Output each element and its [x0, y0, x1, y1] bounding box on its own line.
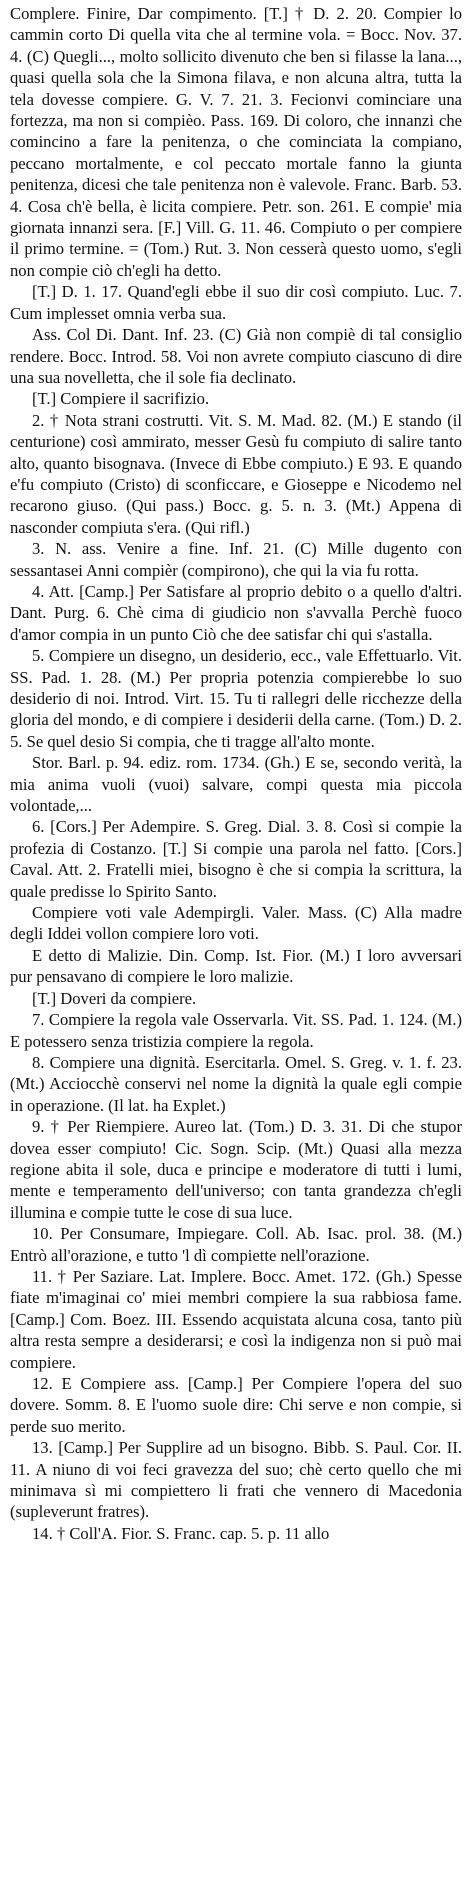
- sense-3-paragraph: 3. N. ass. Venire a fine. Inf. 21. (C) Mille dugento con sessantasei Anni compièr (compirono), che qui la via fu rotta.: [10, 539, 462, 580]
- sense-11-paragraph: 11. † Per Saziare. Lat. Implere. Bocc. Amet. 172. (Gh.) Spesse fiate m'imaginai co' miei membri compiere la sua rabbiosa fame. [Camp.] Com. Boez. III. Essendo acquistata alcuna cosa, tanto più altra resta sempre a desiderarsi; e così la indigenza non si può mai compiere.: [10, 1266, 462, 1372]
- entry-paragraph: Compiere voti vale Adempirgli. Valer. Mass. (C) Alla madre degli Iddei vollon compiere loro voti.: [10, 903, 462, 944]
- sense-10-paragraph: 10. Per Consumare, Impiegare. Coll. Ab. Isac. prol. 38. (M.) Entrò all'orazione, e tutto 'l dì compiette nell'orazione.: [10, 1224, 462, 1265]
- sense-5-paragraph: 5. Compiere un disegno, un desiderio, ecc., vale Effettuarlo. Vit. SS. Pad. 1. 28. (M.) Per propria potenzia compierebbe lo suo desiderio di noi. Introd. Virt. 15. Tu ti rallegri delle ricchezze della gloria del mondo, e di compiere i desiderii della carne. (Tom.) D. 2. 5. Se quel desio Si compia, che ti tragge all'alto monte.: [10, 646, 462, 751]
- sense-9-paragraph: 9. † Per Riempiere. Aureo lat. (Tom.) D. 3. 31. Di che stupor dovea esser compiuto! Cic. Sogn. Scip. (Mt.) Quasi alla mezza regione abita il sole, duca e principe e moderatore di tutti i lumi, mente e temperamento dell'universo; con tanta grandezza ch'egli illumina e compie tutte le cose di sua luce.: [10, 1117, 462, 1222]
- entry-paragraph: E detto di Malizie. Din. Comp. Ist. Fior. (M.) I loro avversari pur pensavano di compiere le loro malizie.: [10, 945, 462, 987]
- entry-paragraph: [T.] D. 1. 17. Quand'egli ebbe il suo dir così compiuto. Luc. 7. Cum implesset omnia verba sua.: [10, 282, 462, 323]
- entry-paragraph: [T.] Compiere il sacrifizio.: [32, 389, 210, 409]
- sense-8-paragraph: 8. Compiere una dignità. Esercitarla. Omel. S. Greg. v. 1. f. 23. (Mt.) Acciocchè conservi nel nome la dignità la quale egli compie in operazione. (Il lat. ha Explet.): [10, 1052, 462, 1115]
- sense-6-paragraph: 6. [Cors.] Per Adempire. S. Greg. Dial. 3. 8. Così si compie la profezia di Costanzo. [T.] Si compie una parola nel fatto. [Cors.] Caval. Att. 2. Fratelli miei, bisogno è che si compia la scrittura, la quale predisse lo Spirito Santo.: [10, 817, 462, 901]
- sense-14-paragraph: 14. † Coll'A. Fior. S. Franc. cap. 5. p. 11 allo: [32, 1523, 330, 1543]
- sense-13-paragraph: 13. [Camp.] Per Supplire ad un bisogno. Bibb. S. Paul. Cor. II. 11. A niuno di voi feci gravezza del suo; chè certo quello che mi minimava sì mi compiettero li frati che vennero di Macedonia (supleverunt fratres).: [10, 1438, 462, 1522]
- sense-12-paragraph: 12. E Compiere ass. [Camp.] Per Compiere l'opera del suo dovere. Somm. 8. E l'uomo suole dire: Chi serve e non compie, si perde suo merito.: [10, 1374, 462, 1436]
- sense-7-paragraph: 7. Compiere la regola vale Osservarla. Vit. SS. Pad. 1. 124. (M.) E potessero senza tristizia compiere la regola.: [10, 1010, 462, 1051]
- entry-paragraph: [T.] Doveri da compiere.: [32, 988, 197, 1008]
- sense-4-paragraph: 4. Att. [Camp.] Per Satisfare al proprio debito o a quello d'altri. Dant. Purg. 6. Chè cima di giudicio non s'avvalla Perchè fuoco d'amor compia in un punto Ciò che dee satisfar chi qui s'astalla.: [10, 581, 462, 644]
- sense-2-paragraph: 2. † Nota strani costrutti. Vit. S. M. Mad. 82. (M.) E stando (il centurione) così ammirato, messer Gesù fu compiuto di salire tanto alto, quanto bisognava. (Invece di Ebbe compiuto.) E 93. E quando e'fu compiuto (Cristo) di sconficcare, e Gioseppe e Nicodemo nel recarono giuso. (Qui pass.) Bocc. g. 5. n. 3. (Mt.) Appena di nasconder compiuta s'era. (Qui rifl.): [10, 410, 462, 537]
- entry-paragraph-complere: Complere. Finire, Dar compimento. [T.] † D. 2. 20. Compier lo cammin corto Di quella vita che al termine vola. = Bocc. Nov. 37. 4. (C) Quegli..., molto sollicito divenuto che ben si filasse la lana..., quasi quella sola che la Simona filava, e non alcuna altra, tutta la tela dovesse compiere. G. V. 7. 21. 3. Fecionvi cominciare una fortezza, ma non si compièo. Pass. 169. Di coloro, che innanzi che comincino a fare la penitenza, o che cominciata la compiano, peccano mortalmente, e col peccato mortale fanno la giunta penitenza, dicesi che tale penitenza non è valevole. Franc. Barb. 53. 4. Cosa ch'è bella, è licita compiere. Petr. son. 261. E compie' mia giornata innanzi sera. [F.] Vill. G. 11. 46. Compiuto o per compiere il primo termine. = (Tom.) Rut. 3. Non cesserà questo uomo, s'egli non compie ciò ch'egli ha detto.: [10, 4, 462, 280]
- entry-paragraph: Ass. Col Di. Dant. Inf. 23. (C) Già non compiè di tal consiglio rendere. Bocc. Introd. 58. Voi non avrete compiuto ciascuno di dire una sua novelletta, che il sole fia declinato.: [10, 325, 462, 387]
- entry-paragraph: Stor. Barl. p. 94. ediz. rom. 1734. (Gh.) E se, secondo verità, la mia anima vuoli (vuoi) salvare, compi questa mia piccola volontade,...: [10, 753, 462, 816]
